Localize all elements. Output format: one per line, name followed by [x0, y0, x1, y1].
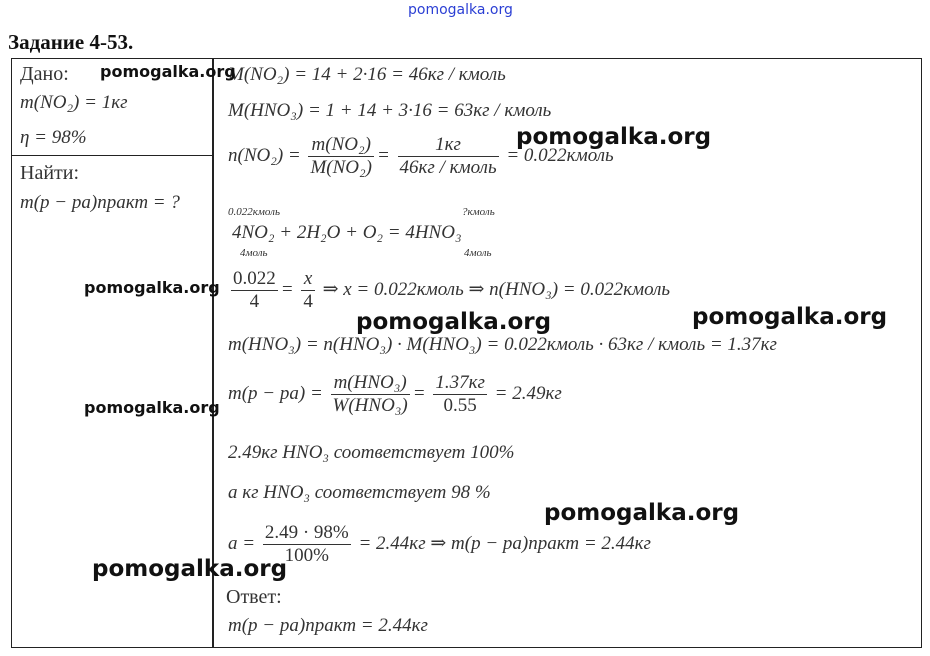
eq-annotation-bottom-right: 4моль [464, 247, 492, 259]
fraction-denominator: M(NO₂) [310, 157, 372, 178]
moles-no2-fraction-2 [398, 134, 499, 179]
practical-mass-lhs: a = [228, 532, 256, 554]
fraction-numerator: 2.49 · 98% [264, 522, 349, 543]
proportion-fraction-2 [301, 268, 315, 313]
task-title: Задание 4-53. [8, 30, 134, 54]
proportion-calc: $\frac{0.022}{4}$ = $\frac{x}{4}$ ⇒ x = 0.022кмоль ⇒ n(HNO₃) = 0.022кмоль [233, 268, 671, 312]
solution-mass-fraction-1 [331, 372, 410, 417]
watermark: pomogalka.org [84, 398, 220, 417]
correspondence-98: a кг HNO₃ соответствует 98 % [228, 482, 491, 503]
fraction-numerator: m(NO₂) [308, 134, 373, 157]
moles-no2-fraction-1 [308, 134, 373, 179]
fraction-denominator: W(HNO₃) [332, 395, 408, 416]
fraction-denominator: 100% [284, 545, 329, 566]
mass-hno3-calc: m(HNO₃) = n(HNO₃) · M(HNO₃) = 0.022кмоль · 63кг / кмоль = 1.37кг [228, 334, 777, 355]
answer-label: Ответ: [226, 586, 282, 608]
fraction-denominator: 4 [249, 291, 260, 312]
eq-annotation-bottom-left: 4моль [240, 247, 268, 259]
given-divider [11, 155, 213, 156]
solution-mass-lhs: m(p − pa) = [228, 382, 323, 404]
watermark: pomogalka.org [100, 62, 236, 81]
fraction-denominator: 0.55 [443, 395, 477, 416]
fraction-denominator: 46кг / кмоль [399, 157, 497, 178]
given-label: Дано: [20, 63, 69, 85]
solution-mass-calc: m(p − pa) = $\frac{\text{m(HNO₃)}}{\text{W(HNO₃)}}$ = $\frac{1.37кг}{0.55}$ = 2.49кг [228, 372, 562, 416]
solution-mass-fraction-2 [433, 372, 487, 417]
fraction-denominator: 4 [303, 291, 313, 312]
watermark-top: pomogalka.org [408, 2, 513, 18]
watermark: pomogalka.org [516, 124, 712, 150]
watermark: pomogalka.org [356, 309, 552, 335]
solution-mass-result: = 2.49кг [494, 382, 562, 404]
molar-mass-hno3: M(HNO₃) = 1 + 14 + 3·16 = 63кг / кмоль [228, 100, 552, 121]
fraction-numerator: 1кг [398, 134, 499, 157]
moles-no2-result: = 0.022кмоль [506, 144, 614, 166]
proportion-result: ⇒ x = 0.022кмоль ⇒ n(HNO₃) = 0.022кмоль [322, 278, 671, 300]
fraction-numerator: 1.37кг [435, 372, 485, 393]
practical-mass-calc [228, 522, 651, 567]
moles-no2-calc: n(NO₂) = $\frac{\text{m(NO₂)}}{\text{M(NO₂)}}$ = $\frac{1кг}{\text{46кг / кмоль}}$ = 0.022кмоль [228, 134, 614, 178]
answer-value: m(p − pa)практ = 2.44кг [228, 615, 428, 636]
practical-mass-result: = 2.44кг ⇒ m(p − pa)практ = 2.44кг [358, 532, 651, 554]
find-target: m(p − pa)практ = ? [20, 192, 180, 213]
given-mass-no2: m(NO₂) = 1кг [20, 92, 128, 113]
watermark: pomogalka.org [692, 304, 888, 330]
watermark: pomogalka.org [92, 556, 288, 582]
find-label: Найти: [20, 162, 80, 184]
eq-annotation-top-left: 0.022кмоль [228, 206, 280, 218]
fraction-numerator: 0.022 [233, 268, 276, 289]
fraction-numerator: m(HNO₃) [331, 372, 410, 395]
moles-no2-lhs: n(NO₂) = [228, 144, 301, 166]
proportion-fraction-1 [231, 268, 278, 313]
correspondence-100: 2.49кг HNO₃ соответствует 100% [228, 442, 515, 463]
molar-mass-no2: M(NO₂) = 14 + 2·16 = 46кг / кмоль [228, 64, 506, 85]
given-yield: η = 98% [20, 127, 87, 148]
reaction-equation: 4NO₂ + 2H₂O + O₂ = 4HNO₃ [232, 222, 462, 243]
watermark: pomogalka.org [544, 500, 740, 526]
fraction-numerator: x [301, 268, 315, 291]
eq-annotation-top-right: ?кмоль [462, 206, 495, 218]
watermark: pomogalka.org [84, 278, 220, 297]
